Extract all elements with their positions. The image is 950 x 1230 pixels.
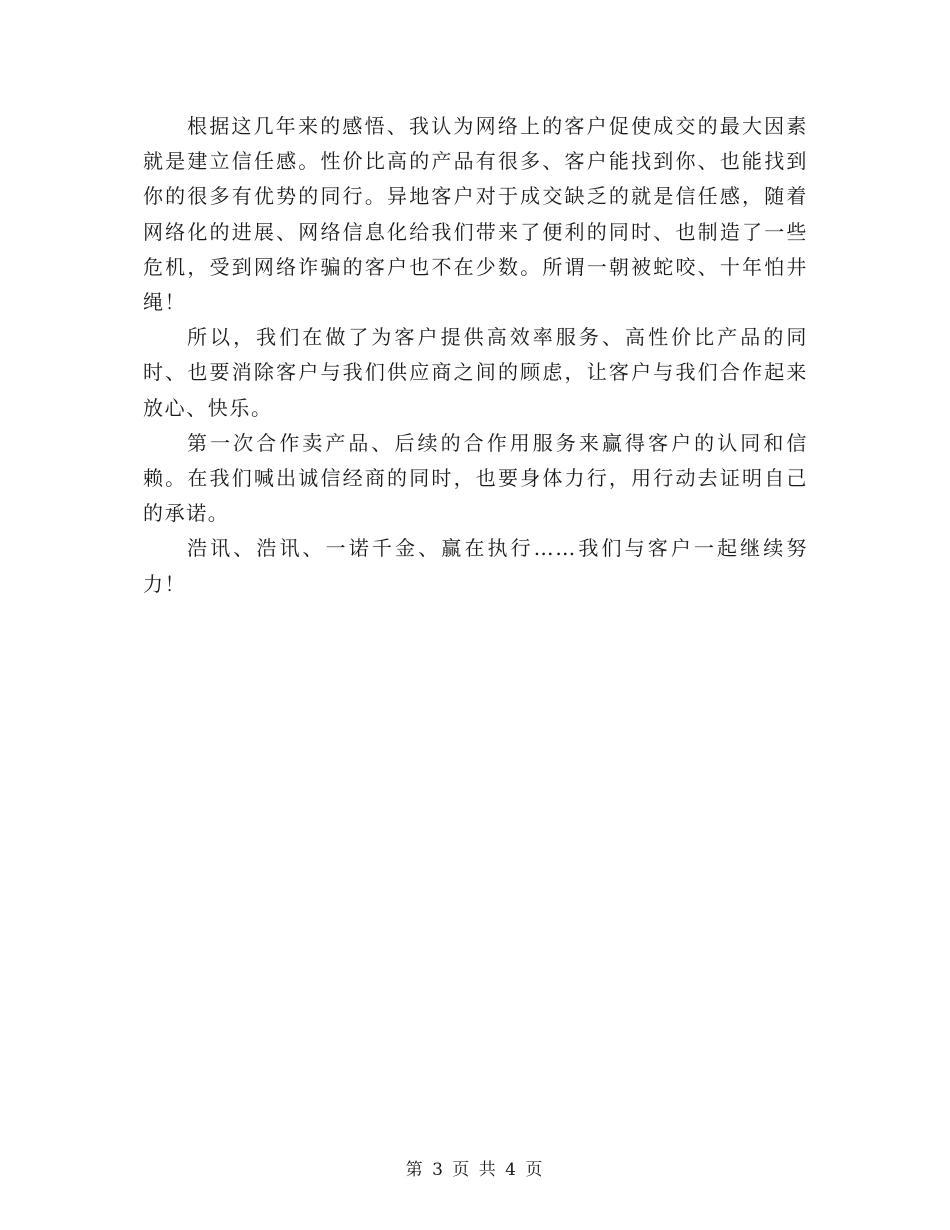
document-body: [143, 109, 808, 602]
paragraph-4: 浩讯、浩讯、一诺千金、赢在执行……我们与客户一起继续努力！: [143, 536, 808, 596]
paragraph-3: 第一次合作卖产品、后续的合作用服务来赢得客户的认同和信赖。在我们喊出诚信经商的同时，也要身体力行，用行动去证明自己的承诺。: [143, 430, 808, 526]
paragraph-2: 所以，我们在做了为客户提供高效率服务、高性价比产品的同时、也要消除客户与我们供应商之间的顾虑，让客户与我们合作起来放心、快乐。: [143, 325, 808, 420]
paragraph-1: 根据这几年来的感悟、我认为网络上的客户促使成交的最大因素就是建立信任感。性价比高的产品有很多、客户能找到你、也能找到你的很多有优势的同行。异地客户对于成交缺乏的就是信任感，随着网络化的进展、网络信息化给我们带来了便利的同时、也制造了一些危机，受到网络诈骗的客户也不在少数。所谓一朝被蛇咬、十年怕井绳！: [143, 114, 808, 315]
page-footer: [0, 1155, 950, 1180]
page-number-label: 第 3 页 共 4 页: [405, 1160, 545, 1180]
